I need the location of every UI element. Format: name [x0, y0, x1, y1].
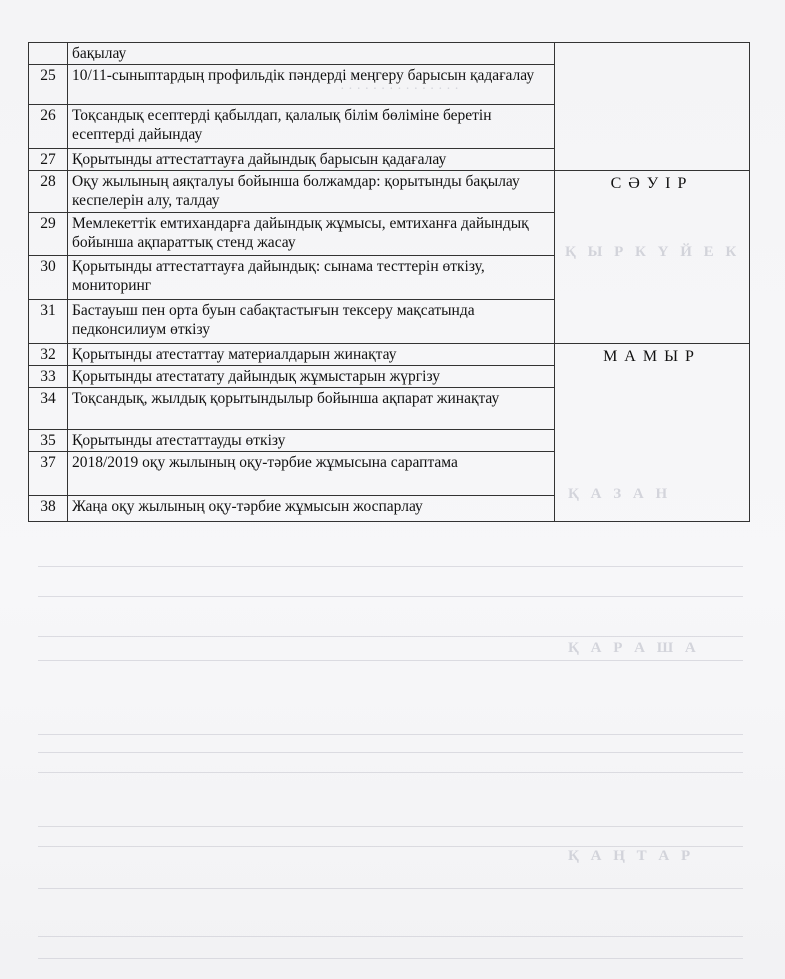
task-text: Мемлекеттік емтихандарға дайындық жұмысы, емтиханға дайындық бойынша ақпараттық стенд жасау: [68, 213, 555, 256]
row-number: 25: [29, 65, 68, 105]
bleed-through-rule: [38, 752, 743, 753]
task-text: Қорытынды аттестаттауға дайындық барысын қадағалау: [68, 149, 555, 171]
row-number: 26: [29, 105, 68, 149]
table-row: [29, 171, 750, 213]
task-text: 2018/2019 оқу жылының оқу-тәрбие жұмысына сараптама: [68, 452, 555, 496]
bleed-through-rule: [38, 636, 743, 637]
bleed-through-heading: Қ А Ң Т А Р: [568, 848, 695, 864]
row-number: 35: [29, 430, 68, 452]
bleed-through-rule: [38, 566, 743, 567]
task-text: Тоқсандық есептерді қабылдап, қалалық білім бөліміне беретін есептерді дайындау: [68, 105, 555, 149]
month-cell-empty: [555, 43, 750, 171]
bleed-through-text: · · · · · · · · · · · · · · ·: [340, 82, 459, 97]
row-number: 37: [29, 452, 68, 496]
month-label-may: МАМЫР: [603, 348, 701, 365]
row-number: 28: [29, 171, 68, 213]
bleed-through-rule: [38, 846, 743, 847]
bleed-through-rule: [38, 888, 743, 889]
task-text: Қорытынды аттестаттауға дайындық: сынама тесттерін өткізу, мониторинг: [68, 256, 555, 300]
row-number: 38: [29, 496, 68, 522]
bleed-through-rule: [38, 958, 743, 959]
task-text: Тоқсандық, жылдық қорытындылыр бойынша ақпарат жинақтау: [68, 388, 555, 430]
task-text: 10/11-сыныптардың профильдік пәндерді меңгеру барысын қадағалау: [68, 65, 555, 105]
bleed-through-heading: Қ А З А Н: [568, 486, 672, 502]
row-number: 27: [29, 149, 68, 171]
row-number: 32: [29, 344, 68, 366]
task-text: Бастауыш пен орта буын сабақтастығын тексеру мақсатында педконсилиум өткізу: [68, 300, 555, 344]
bleed-through-rule: [38, 826, 743, 827]
table-row: [29, 344, 750, 366]
task-text: Оқу жылының аяқталуы бойынша болжамдар: қорытынды бақылау кеспелерін алу, талдау: [68, 171, 555, 213]
row-number: 29: [29, 213, 68, 256]
month-label-april: СӘУІР: [610, 175, 694, 192]
bleed-through-rule: [38, 660, 743, 661]
table-row: [29, 43, 750, 65]
month-cell-may: [555, 344, 750, 522]
row-number: 31: [29, 300, 68, 344]
row-number: 33: [29, 366, 68, 388]
bleed-through-rule: [38, 936, 743, 937]
task-text: Қорытынды атестаттауды өткізу: [68, 430, 555, 452]
bleed-through-rule: [38, 772, 743, 773]
task-text: бақылау: [68, 43, 555, 65]
row-number: [29, 43, 68, 65]
bleed-through-rule: [38, 734, 743, 735]
bleed-through-rule: [38, 596, 743, 597]
work-plan-table: [28, 42, 750, 522]
row-number: 30: [29, 256, 68, 300]
bleed-through-heading: Қ А Р А Ш А: [568, 640, 700, 656]
bleed-through-heading: Қ Ы Р К Ү Й Е К: [565, 244, 741, 260]
task-text: Жаңа оқу жылының оқу-тәрбие жұмысын жоспарлау: [68, 496, 555, 522]
row-number: 34: [29, 388, 68, 430]
task-text: Қорытынды атестаттау материалдарын жинақтау: [68, 344, 555, 366]
month-cell-april: [555, 171, 750, 344]
task-text: Қорытынды атестатату дайындық жұмыстарын жүргізу: [68, 366, 555, 388]
